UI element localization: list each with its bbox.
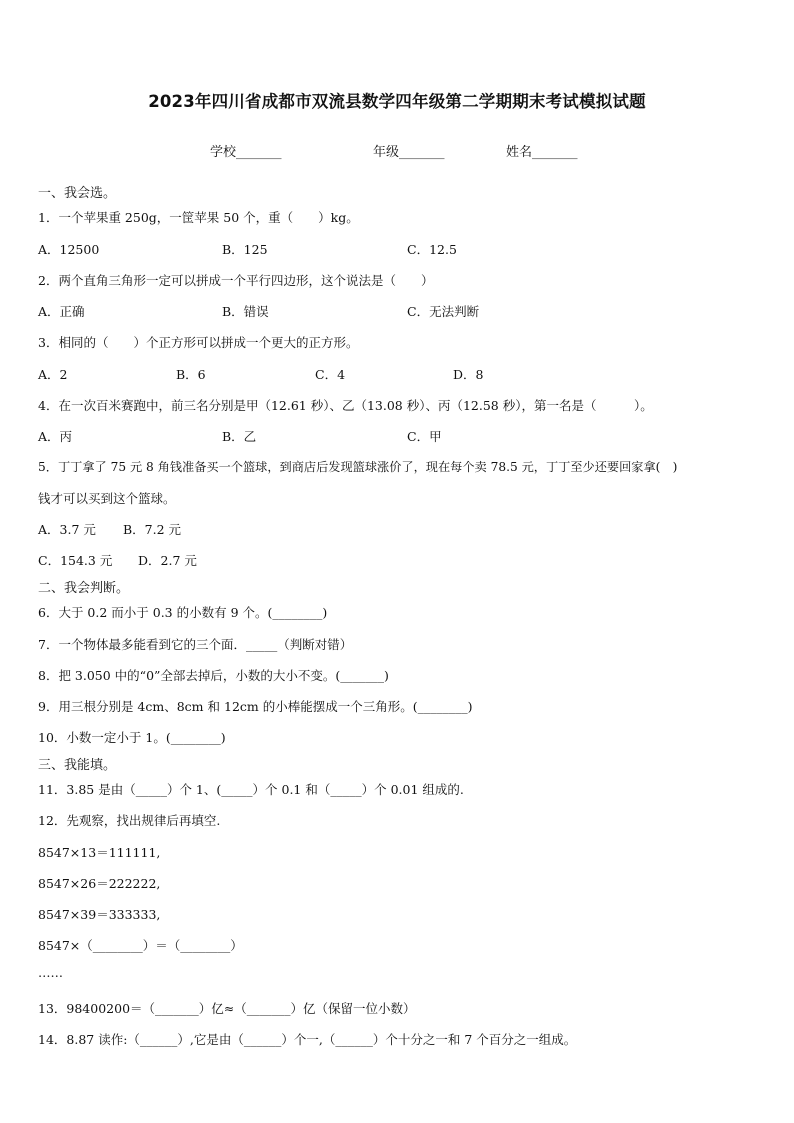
q12-line-4: 8547×（________）＝（________） [38, 938, 243, 953]
question-12: 12．先观察，找出规律后再填空. [38, 813, 221, 828]
school-field: 学校_______ [210, 145, 282, 160]
q12-line-2: 8547×26＝222222, [38, 876, 161, 891]
q3-option-c: C．4 [315, 367, 346, 382]
q2-option-a: A．正确 [38, 304, 85, 319]
question-5: 5．丁丁拿了 75 元 8 角钱准备买一个篮球，到商店后发现篮球涨价了，现在每个卖 78.5 元，丁丁至少还要回家拿( ) [38, 460, 678, 474]
section-heading-3: 三、我能填。 [38, 758, 117, 773]
question-13: 13．98400200＝（_______）亿≈（_______）亿（保留一位小数） [38, 1001, 416, 1016]
question-2: 2．两个直角三角形一定可以拼成一个平行四边形，这个说法是（ ） [38, 273, 434, 288]
question-1: 1．一个苹果重 250g，一筐苹果 50 个，重（ ）kg。 [38, 210, 359, 225]
q12-line-1: 8547×13＝111111, [38, 845, 161, 860]
question-14: 14．8.87 读作:（______）,它是由（______）个一,（______）个十分之一和 7 个百分之一组成。 [38, 1032, 577, 1047]
section-heading-1: 一、我会选。 [38, 186, 117, 201]
question-3: 3．相同的（ ）个正方形可以拼成一个更大的正方形。 [38, 335, 359, 350]
q12-ellipsis: …… [38, 965, 63, 980]
q5-option-d: D．2.7 元 [138, 553, 197, 568]
question-4: 4．在一次百米赛跑中，前三名分别是甲（12.61 秒）、乙（13.08 秒）、丙（12.58 秒），第一名是（ ）。 [38, 398, 653, 413]
q5-option-b: B．7.2 元 [123, 522, 182, 537]
q3-option-a: A．2 [38, 367, 68, 382]
question-8: 8．把 3.050 中的“0”全部去掉后，小数的大小不变。(_______) [38, 668, 389, 683]
q1-option-c: C．12.5 [407, 242, 457, 257]
grade-field: 年级_______ [373, 145, 445, 160]
page-title: 2023年四川省成都市双流县数学四年级第二学期期末考试模拟试题 [148, 92, 646, 111]
question-5-continued: 钱才可以买到这个篮球。 [38, 491, 176, 506]
q5-option-c: C．154.3 元 [38, 553, 113, 568]
q3-option-d: D．8 [453, 367, 484, 382]
q4-option-b: B．乙 [222, 429, 257, 444]
question-10: 10．小数一定小于 1。(________) [38, 730, 226, 745]
question-11: 11．3.85 是由（_____）个 1、(_____）个 0.1 和（_____）个 0.01 组成的. [38, 782, 464, 797]
q3-option-b: B．6 [176, 367, 206, 382]
question-6: 6．大于 0.2 而小于 0.3 的小数有 9 个。(________) [38, 605, 328, 620]
q12-line-3: 8547×39＝333333, [38, 907, 161, 922]
q4-option-c: C．甲 [407, 429, 442, 444]
q5-option-a: A．3.7 元 [38, 522, 96, 537]
question-9: 9．用三根分别是 4cm、8cm 和 12cm 的小棒能摆成一个三角形。(________) [38, 699, 473, 714]
name-field: 姓名_______ [506, 145, 578, 160]
question-7: 7．一个物体最多能看到它的三个面．_____（判断对错） [38, 637, 353, 652]
q2-option-c: C．无法判断 [407, 304, 480, 319]
section-heading-2: 二、我会判断。 [38, 581, 130, 596]
q1-option-b: B．125 [222, 242, 268, 257]
q4-option-a: A．丙 [38, 429, 73, 444]
q2-option-b: B．错误 [222, 304, 269, 319]
q1-option-a: A．12500 [38, 242, 100, 257]
